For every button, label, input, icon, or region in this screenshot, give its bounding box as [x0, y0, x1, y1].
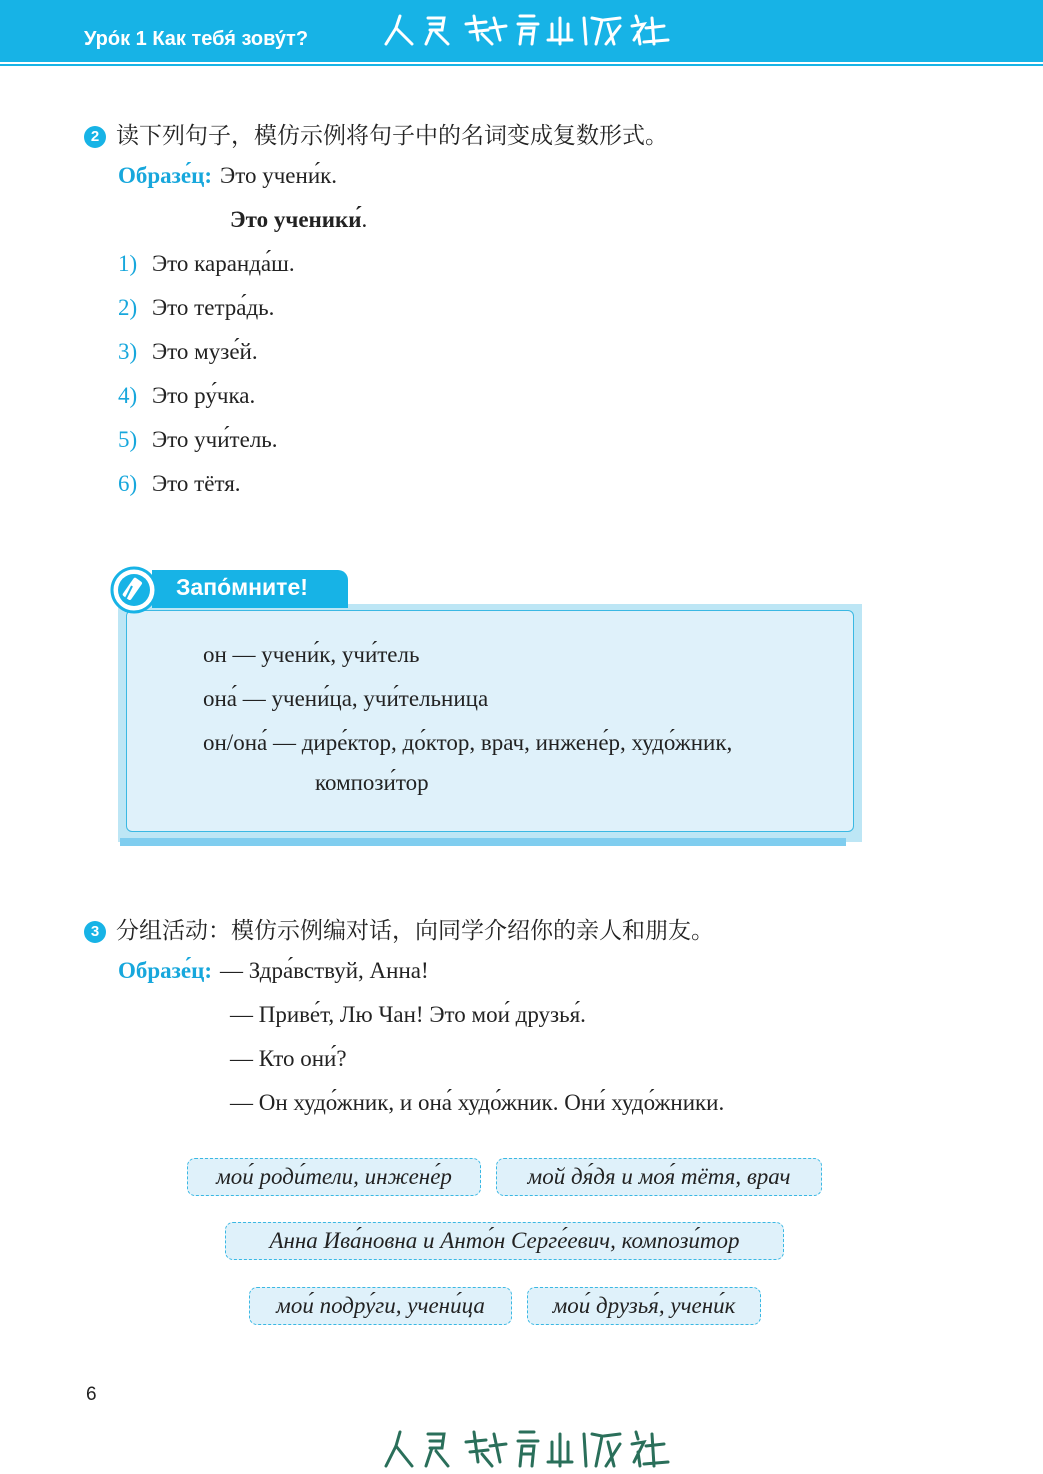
- instruction-text: 读下列句子，模仿示例将句子中的名词变成复数形式。: [116, 123, 668, 149]
- list-item: [118, 295, 274, 321]
- remember-line-1: он — учени́к, учи́тель: [203, 642, 420, 667]
- exercise-number-badge: 3: [84, 921, 106, 943]
- page-number: 6: [86, 1384, 97, 1405]
- item-number: 4): [118, 383, 138, 408]
- note-icon: [110, 566, 158, 614]
- remember-line-4: компози́тор: [315, 770, 429, 795]
- vocab-tag: мои́ роди́тели, инжене́р: [187, 1158, 481, 1196]
- header-divider: [0, 64, 1043, 66]
- item-number: 5): [118, 427, 138, 452]
- remember-title: Запо́мните!: [176, 574, 308, 600]
- dialogue-line-2: — Приве́т, Лю Чан! Это мои́ друзья́.: [230, 1002, 586, 1027]
- vocab-tag: мои́ друзья́, учени́к: [527, 1287, 761, 1325]
- item-text: Это ру́чка.: [152, 383, 256, 408]
- remember-line-3: он/она́ — дире́ктор, до́ктор, врач, инжене́р, худо́жник,: [203, 730, 733, 755]
- dialogue-text: — Здра́вствуй, Анна!: [220, 958, 429, 983]
- item-text: Это тётя.: [152, 471, 241, 496]
- item-text: Это учи́тель.: [152, 427, 278, 452]
- list-item: [118, 471, 241, 497]
- publisher-logo-footer: [382, 1424, 672, 1472]
- vocab-tag: мой дя́дя и моя́ тётя, врач: [496, 1158, 822, 1196]
- list-item: [118, 251, 295, 277]
- sample-line-2: [230, 207, 367, 233]
- exercise-number-badge: 2: [84, 126, 106, 148]
- instruction-text: 分组活动：模仿示例编对话，向同学介绍你的亲人和朋友。: [116, 918, 714, 944]
- sample-label: Образе́ц:: [118, 958, 213, 983]
- lesson-title: Уро́к 1 Как тебя́ зову́т?: [84, 28, 309, 50]
- dialogue-line-3: — Кто они́?: [230, 1046, 347, 1071]
- item-text: Это музе́й.: [152, 339, 258, 364]
- list-item: [118, 427, 278, 453]
- list-item: [118, 339, 258, 365]
- sample-answer-end: .: [361, 207, 368, 232]
- sample-label: Образе́ц:: [118, 163, 213, 188]
- item-text: Это тетра́дь.: [152, 295, 275, 320]
- item-text: Это каранда́ш.: [152, 251, 295, 276]
- publisher-logo: [382, 10, 672, 48]
- sample-answer: Это ученики́: [230, 207, 362, 232]
- remember-line-2: она́ — учени́ца, учи́тельница: [203, 686, 489, 711]
- dialogue-line-1: [118, 958, 429, 984]
- item-number: 2): [118, 295, 138, 320]
- exercise-2-instruction: [84, 117, 668, 150]
- dialogue-line-4: — Он худо́жник, и она́ худо́жник. Они́ худо́жники.: [230, 1090, 725, 1115]
- item-number: 1): [118, 251, 138, 276]
- remember-bottom-bar: [120, 838, 846, 846]
- item-number: 3): [118, 339, 138, 364]
- list-item: [118, 383, 255, 409]
- exercise-3-instruction: [84, 912, 714, 945]
- sample-line-1: [118, 163, 337, 189]
- sample-sentence: Это учени́к.: [220, 163, 338, 188]
- item-number: 6): [118, 471, 138, 496]
- remember-box: [110, 566, 862, 850]
- vocab-tag: мои́ подру́ги, учени́ца: [249, 1287, 512, 1325]
- vocab-tag: Анна Ива́новна и Анто́н Серге́евич, компози́тор: [225, 1222, 784, 1260]
